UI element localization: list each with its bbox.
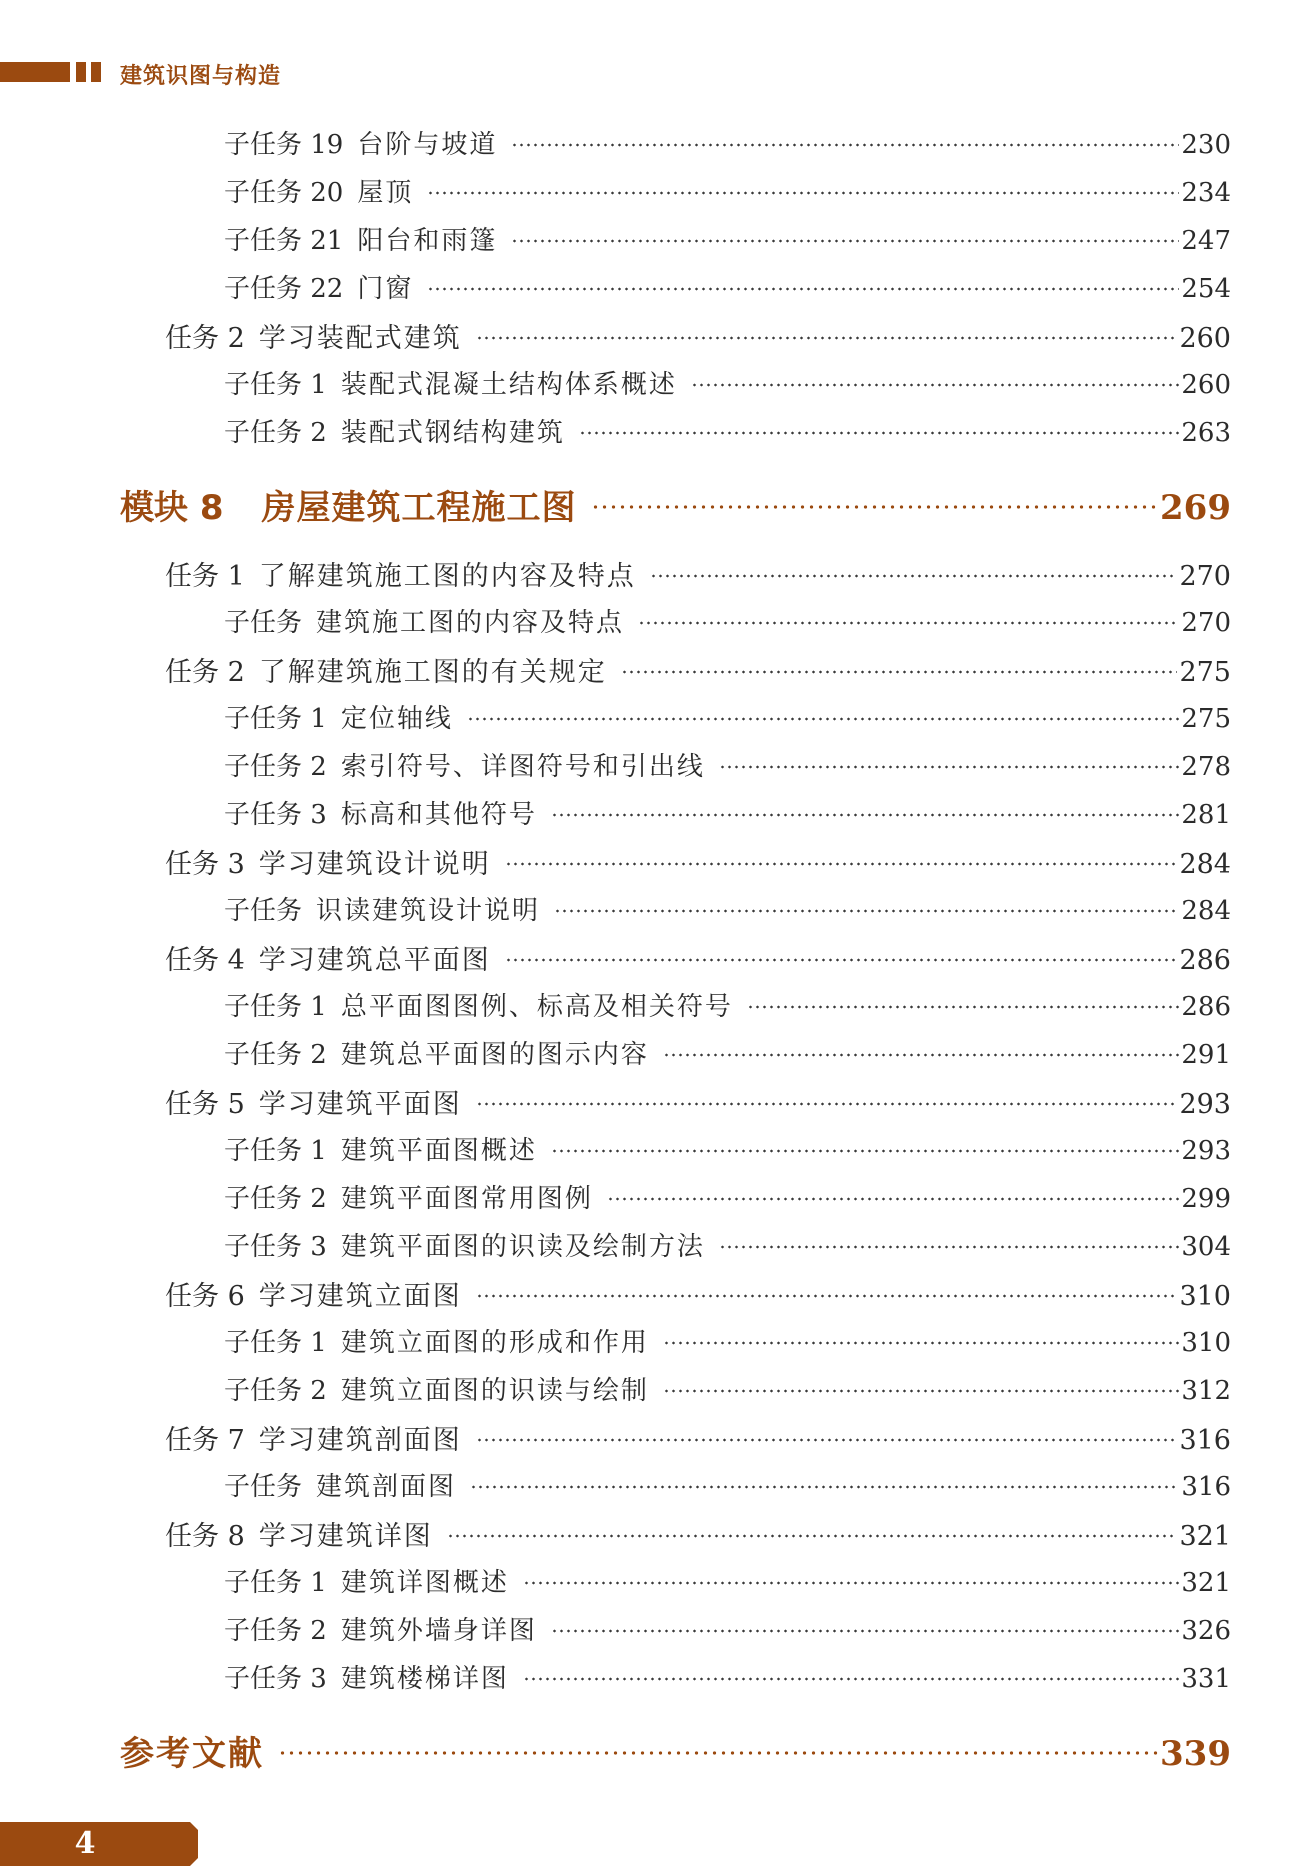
dot-leader bbox=[650, 574, 1178, 578]
toc-subtask-entry bbox=[224, 364, 1231, 401]
dot-leader bbox=[427, 191, 1179, 195]
dot-leader bbox=[719, 765, 1180, 769]
toc-entry-page: 234 bbox=[1181, 178, 1231, 208]
toc-task-entry bbox=[165, 1274, 1231, 1313]
dot-leader bbox=[554, 909, 1179, 913]
toc-entry-number: 任务 3 bbox=[165, 849, 245, 880]
toc-entry-number: 任务 7 bbox=[165, 1425, 245, 1456]
dot-leader bbox=[551, 813, 1180, 817]
toc-entry-title: 建筑平面图的识读及绘制方法 bbox=[340, 1232, 705, 1262]
dot-leader bbox=[476, 336, 1178, 340]
toc-task-entry bbox=[165, 938, 1231, 977]
dot-leader bbox=[476, 1294, 1178, 1298]
toc-entry-number: 子任务 bbox=[224, 608, 303, 638]
header-accent-bar bbox=[0, 62, 70, 82]
dot-leader bbox=[591, 505, 1159, 509]
toc-entry-title: 建筑施工图的内容及特点 bbox=[316, 608, 625, 638]
toc-entry-title: 定位轴线 bbox=[340, 704, 453, 734]
dot-leader bbox=[447, 1534, 1178, 1538]
toc-entry-number: 子任务 3 bbox=[224, 1664, 327, 1694]
toc-entry-page: 331 bbox=[1181, 1664, 1231, 1694]
dot-leader bbox=[551, 1629, 1180, 1633]
toc-entry-number: 子任务 20 bbox=[224, 178, 344, 208]
toc-entry-title: 学习建筑详图 bbox=[258, 1521, 433, 1552]
running-header bbox=[0, 60, 700, 89]
toc-entry-page: 269 bbox=[1160, 488, 1231, 528]
toc-entry-page: 281 bbox=[1181, 800, 1231, 830]
toc-entry-page: 278 bbox=[1181, 752, 1231, 782]
toc-subtask-entry bbox=[224, 1562, 1231, 1599]
toc-entry-number: 任务 6 bbox=[165, 1281, 245, 1312]
toc-entry-number: 子任务 1 bbox=[224, 1136, 327, 1166]
toc-entry-page: 316 bbox=[1181, 1472, 1231, 1502]
dot-leader bbox=[579, 431, 1180, 435]
toc-entry-title: 了解建筑施工图的有关规定 bbox=[258, 657, 607, 688]
dot-leader bbox=[505, 862, 1178, 866]
toc-entry-page: 263 bbox=[1181, 418, 1231, 448]
dot-leader bbox=[638, 621, 1179, 625]
toc-entry-page: 316 bbox=[1179, 1425, 1231, 1456]
toc-entry-title: 学习建筑平面图 bbox=[258, 1089, 462, 1120]
toc-entry-page: 321 bbox=[1179, 1521, 1231, 1552]
toc-subtask-entry bbox=[224, 1178, 1231, 1215]
toc-task-entry bbox=[165, 554, 1231, 593]
dot-leader bbox=[621, 670, 1178, 674]
toc-entry-number: 子任务 3 bbox=[224, 800, 327, 830]
toc-task-entry bbox=[165, 650, 1231, 689]
dot-leader bbox=[505, 958, 1178, 962]
toc-references-entry bbox=[120, 1726, 1231, 1775]
toc-entry-title: 学习装配式建筑 bbox=[258, 323, 462, 354]
toc-module-entry bbox=[120, 480, 1231, 529]
toc-subtask-entry bbox=[224, 746, 1231, 783]
toc-entry-number: 子任务 22 bbox=[224, 274, 344, 304]
page-number-tab bbox=[0, 1822, 198, 1868]
toc-entry-number: 子任务 1 bbox=[224, 1328, 327, 1358]
toc-entry-number: 子任务 bbox=[224, 1472, 303, 1502]
toc-entry-page: 286 bbox=[1181, 992, 1231, 1022]
toc-entry-number: 任务 8 bbox=[165, 1521, 245, 1552]
toc-entry-title: 参考文献 bbox=[120, 1734, 264, 1774]
toc-entry-title: 门窗 bbox=[357, 274, 414, 304]
toc-entry-number: 任务 4 bbox=[165, 945, 245, 976]
dot-leader bbox=[476, 1438, 1178, 1442]
toc-entry-title: 建筑剖面图 bbox=[316, 1472, 457, 1502]
toc-entry-page: 310 bbox=[1181, 1328, 1231, 1358]
toc-subtask-entry bbox=[224, 1610, 1231, 1647]
dot-leader bbox=[607, 1197, 1180, 1201]
toc-entry-title: 阳台和雨篷 bbox=[357, 226, 498, 256]
toc-entry-title: 建筑总平面图的图示内容 bbox=[340, 1040, 649, 1070]
toc-entry-number: 子任务 3 bbox=[224, 1232, 327, 1262]
header-accent-block bbox=[91, 62, 101, 82]
header-accent-block bbox=[76, 62, 86, 82]
toc-entry-title: 学习建筑剖面图 bbox=[258, 1425, 462, 1456]
toc-entry-title: 台阶与坡道 bbox=[357, 130, 498, 160]
toc-entry-title: 建筑外墙身详图 bbox=[340, 1616, 537, 1646]
toc-subtask-entry bbox=[224, 1130, 1231, 1167]
toc-entry-number: 子任务 2 bbox=[224, 418, 327, 448]
toc-entry-title: 房屋建筑工程施工图 bbox=[261, 488, 577, 528]
toc-entry-page: 275 bbox=[1179, 657, 1231, 688]
dot-leader bbox=[470, 1485, 1179, 1489]
toc-entry-page: 326 bbox=[1181, 1616, 1231, 1646]
toc-subtask-entry bbox=[224, 698, 1231, 735]
dot-leader bbox=[511, 239, 1179, 243]
toc-entry-title: 建筑详图概述 bbox=[340, 1568, 509, 1598]
toc-subtask-entry bbox=[224, 1226, 1231, 1263]
toc-entry-page: 310 bbox=[1179, 1281, 1231, 1312]
dot-leader bbox=[523, 1677, 1180, 1681]
toc-task-entry bbox=[165, 1514, 1231, 1553]
toc-entry-number: 子任务 2 bbox=[224, 1376, 327, 1406]
dot-leader bbox=[663, 1389, 1180, 1393]
book-title: 建筑识图与构造 bbox=[120, 64, 282, 89]
toc-entry-page: 247 bbox=[1181, 226, 1231, 256]
toc-entry-page: 339 bbox=[1160, 1734, 1231, 1774]
toc-entry-page: 254 bbox=[1181, 274, 1231, 304]
toc-entry-page: 293 bbox=[1181, 1136, 1231, 1166]
dot-leader bbox=[719, 1245, 1180, 1249]
dot-leader bbox=[511, 143, 1179, 147]
toc-entry-title: 总平面图图例、标高及相关符号 bbox=[340, 992, 733, 1022]
toc-entry-title: 学习建筑设计说明 bbox=[258, 849, 491, 880]
dot-leader bbox=[747, 1005, 1180, 1009]
dot-leader bbox=[663, 1341, 1180, 1345]
toc-entry-title: 识读建筑设计说明 bbox=[316, 896, 541, 926]
toc-entry-title: 装配式混凝土结构体系概述 bbox=[340, 370, 677, 400]
toc-entry-page: 275 bbox=[1181, 704, 1231, 734]
dot-leader bbox=[551, 1149, 1180, 1153]
toc-subtask-entry bbox=[224, 124, 1231, 161]
toc-entry-page: 293 bbox=[1179, 1089, 1231, 1120]
toc-entry-page: 312 bbox=[1181, 1376, 1231, 1406]
toc-entry-number: 子任务 1 bbox=[224, 1568, 327, 1598]
toc-entry-page: 270 bbox=[1181, 608, 1231, 638]
toc-entry-number: 子任务 21 bbox=[224, 226, 344, 256]
toc-entry-page: 286 bbox=[1179, 945, 1231, 976]
toc-subtask-entry bbox=[224, 220, 1231, 257]
toc-entry-title: 建筑平面图常用图例 bbox=[340, 1184, 593, 1214]
toc-entry-number: 子任务 2 bbox=[224, 752, 327, 782]
dot-leader bbox=[476, 1102, 1178, 1106]
toc-entry-page: 299 bbox=[1181, 1184, 1231, 1214]
dot-leader bbox=[278, 1751, 1158, 1755]
toc-subtask-entry bbox=[224, 268, 1231, 305]
toc-task-entry bbox=[165, 1418, 1231, 1457]
page-number: 4 bbox=[74, 1826, 96, 1861]
toc-subtask-entry bbox=[224, 172, 1231, 209]
toc-entry-number: 任务 1 bbox=[165, 561, 245, 592]
toc-subtask-entry bbox=[224, 890, 1231, 927]
toc-entry-title: 装配式钢结构建筑 bbox=[340, 418, 565, 448]
toc-entry-number: 子任务 19 bbox=[224, 130, 344, 160]
toc-entry-number: 子任务 1 bbox=[224, 992, 327, 1022]
toc-entry-title: 建筑楼梯详图 bbox=[340, 1664, 509, 1694]
dot-leader bbox=[691, 383, 1180, 387]
toc-subtask-entry bbox=[224, 1658, 1231, 1695]
toc-task-entry bbox=[165, 316, 1231, 355]
toc-entry-number: 任务 2 bbox=[165, 323, 245, 354]
toc-subtask-entry bbox=[224, 412, 1231, 449]
toc-subtask-entry bbox=[224, 1034, 1231, 1071]
toc-entry-page: 270 bbox=[1179, 561, 1231, 592]
toc-subtask-entry bbox=[224, 986, 1231, 1023]
toc-entry-page: 321 bbox=[1181, 1568, 1231, 1598]
toc-entry-page: 230 bbox=[1181, 130, 1231, 160]
toc-entry-number: 子任务 1 bbox=[224, 704, 327, 734]
toc-entry-title: 标高和其他符号 bbox=[340, 800, 537, 830]
dot-leader bbox=[467, 717, 1180, 721]
toc-entry-page: 284 bbox=[1179, 849, 1231, 880]
toc-entry-page: 260 bbox=[1181, 370, 1231, 400]
toc-entry-title: 建筑平面图概述 bbox=[340, 1136, 537, 1166]
dot-leader bbox=[663, 1053, 1180, 1057]
dot-leader bbox=[427, 287, 1179, 291]
toc-subtask-entry bbox=[224, 1322, 1231, 1359]
toc-entry-title: 索引符号、详图符号和引出线 bbox=[340, 752, 705, 782]
toc-task-entry bbox=[165, 842, 1231, 881]
toc-task-entry bbox=[165, 1082, 1231, 1121]
toc-entry-page: 304 bbox=[1181, 1232, 1231, 1262]
toc-entry-number: 子任务 2 bbox=[224, 1616, 327, 1646]
toc-entry-title: 了解建筑施工图的内容及特点 bbox=[258, 561, 636, 592]
toc-entry-number: 任务 5 bbox=[165, 1089, 245, 1120]
toc-subtask-entry bbox=[224, 794, 1231, 831]
toc-entry-title: 学习建筑立面图 bbox=[258, 1281, 462, 1312]
toc-entry-number: 任务 2 bbox=[165, 657, 245, 688]
toc-entry-page: 291 bbox=[1181, 1040, 1231, 1070]
dot-leader bbox=[523, 1581, 1180, 1585]
toc-subtask-entry bbox=[224, 1370, 1231, 1407]
toc-entry-number: 子任务 2 bbox=[224, 1040, 327, 1070]
toc-entry-title: 屋顶 bbox=[357, 178, 414, 208]
toc-entry-title: 学习建筑总平面图 bbox=[258, 945, 491, 976]
toc-entry-page: 260 bbox=[1179, 323, 1231, 354]
toc-subtask-entry bbox=[224, 1466, 1231, 1503]
toc-entry-page: 284 bbox=[1181, 896, 1231, 926]
toc-entry-number: 子任务 bbox=[224, 896, 303, 926]
toc-entry-number: 子任务 1 bbox=[224, 370, 327, 400]
toc-subtask-entry bbox=[224, 602, 1231, 639]
toc-entry-title: 建筑立面图的识读与绘制 bbox=[340, 1376, 649, 1406]
toc-entry-number: 模块 8 bbox=[120, 488, 224, 528]
toc-entry-title: 建筑立面图的形成和作用 bbox=[340, 1328, 649, 1358]
toc-entry-number: 子任务 2 bbox=[224, 1184, 327, 1214]
